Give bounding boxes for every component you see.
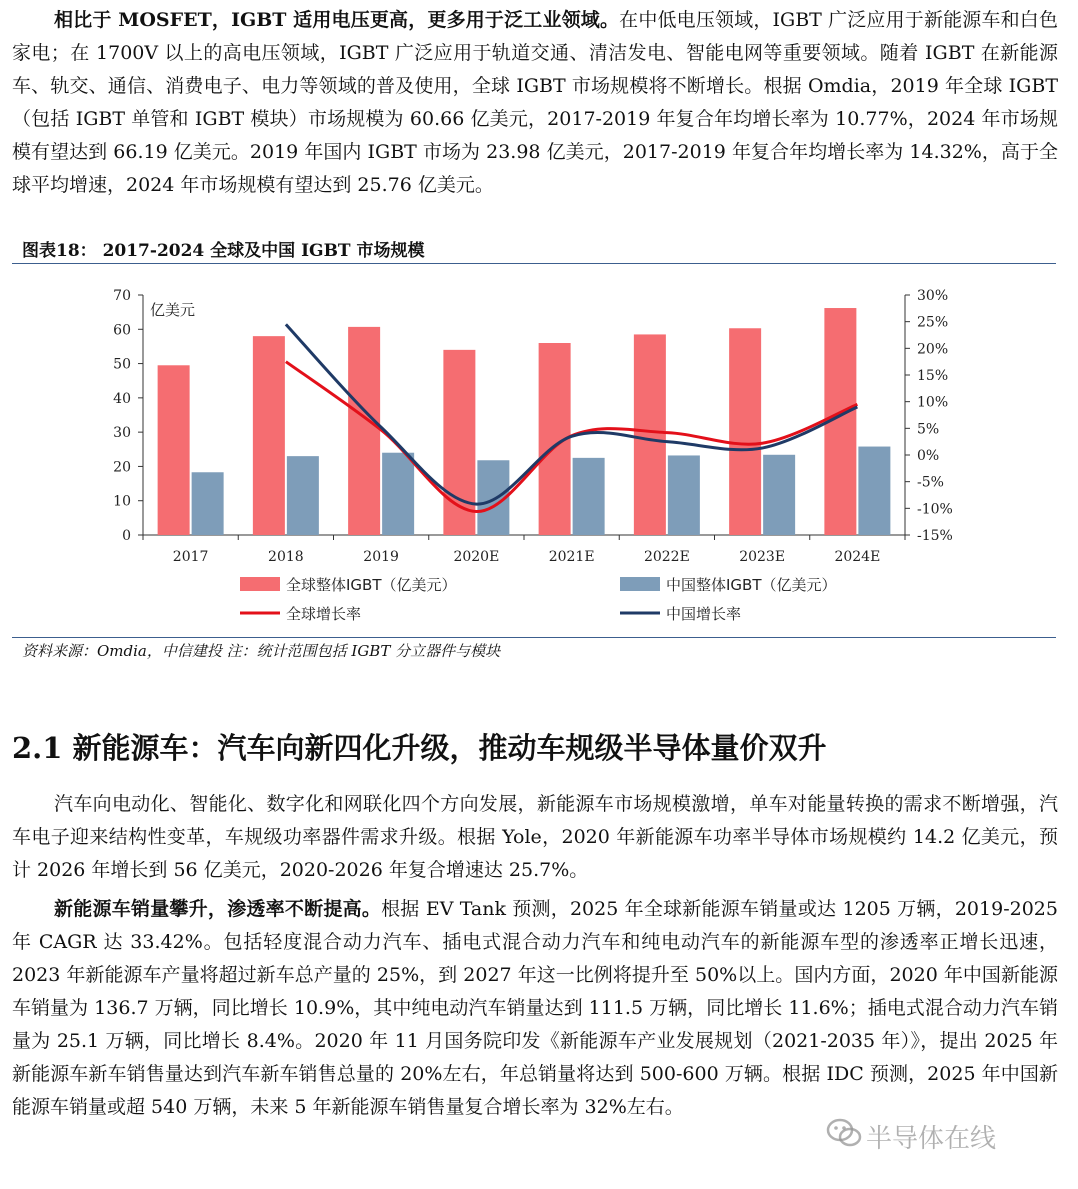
global-igbt-bar (253, 336, 285, 535)
paragraph-3-lead: 新能源车销量攀升，渗透率不断提高。 (54, 898, 382, 920)
right-tick-label: 15% (917, 368, 949, 384)
china-igbt-bar (858, 447, 890, 535)
global-igbt-bar (729, 328, 761, 535)
left-tick-label: 50 (113, 356, 131, 373)
left-tick-label: 60 (113, 322, 131, 339)
x-tick-label: 2024E (834, 549, 881, 565)
left-tick-label: 40 (113, 390, 131, 407)
china-igbt-bar (573, 458, 605, 535)
legend-label: 全球增长率 (286, 605, 362, 623)
figure-bottom-rule (12, 637, 1056, 638)
left-tick-label: 20 (113, 459, 131, 476)
right-tick-label: 0% (917, 448, 940, 464)
legend-swatch (620, 577, 660, 591)
global-igbt-bar (158, 365, 190, 535)
right-tick-label: 5% (917, 421, 940, 438)
paragraph-3 (12, 893, 1058, 1124)
x-tick-label: 2021E (548, 549, 595, 565)
paragraph-1-body: 在中低电压领域，IGBT 广泛应用于新能源车和白色家电；在 1700V 以上的高电压领域，IGBT 广泛应用于轨道交通、清洁发电、智能电网等重要领域。随着 IGBT 在新能源车、轨交、通信、消费电子、电力等领域的普及使用，全球 IGBT 市场规模将不断增长。根据 Omdia，2019 年全球 IGBT（包括 IGBT 单管和 IGBT 模块）市场规模为 60.66 亿美元，2017-2019 年复合年均增长率为 10.77%，2024 年市场规模有望达到 66.19 亿美元。2019 年国内 IGBT 市场为 23.98 亿美元，2017-2019 年复合年均增长率为 14.32%，高于全球平均增速，2024 年市场规模有望达到 25.76 亿美元。 (12, 9, 1058, 196)
right-tick-label: 30% (917, 288, 949, 304)
left-tick-label: 0 (122, 528, 131, 544)
section-title: 2.1 新能源车：汽车向新四化升级，推动车规级半导体量价双升 (12, 731, 827, 765)
legend-swatch (240, 577, 280, 591)
paragraph-1-lead: 相比于 MOSFET，IGBT 适用电压更高，更多用于泛工业领域。 (54, 9, 620, 31)
left-tick-label: 30 (113, 425, 131, 442)
figure-source: 资料来源：Omdia，中信建投 注：统计范围包括 IGBT 分立器件与模块 (22, 642, 501, 660)
figure-top-rule (12, 263, 1056, 264)
china-igbt-bar (287, 456, 319, 535)
legend-label: 中国增长率 (666, 605, 742, 623)
global-igbt-bar (348, 327, 380, 535)
right-tick-label: -5% (917, 474, 944, 491)
right-tick-label: -10% (917, 501, 953, 518)
global-igbt-bar (634, 334, 666, 535)
unit-label: 亿美元 (150, 301, 196, 319)
x-tick-label: 2022E (643, 549, 690, 565)
right-tick-label: 20% (917, 341, 949, 358)
paragraph-2: 汽车向电动化、智能化、数字化和网联化四个方向发展，新能源车市场规模激增，单车对能量转换的需求不断增强，汽车电子迎来结构性变革，车规级功率器件需求升级。根据 Yole，2020 年新能源车功率半导体市场规模约 14.2 亿美元，预计 2026 年增长到 56 亿美元，2020-2026 年复合增速达 25.7%。 (12, 793, 1058, 881)
watermark-text: 半导体在线 (866, 1124, 997, 1154)
right-tick-label: -15% (917, 528, 953, 544)
x-tick-label: 2020E (453, 549, 500, 565)
china-igbt-bar (763, 455, 795, 535)
paragraph-3-body: 根据 EV Tank 预测，2025 年全球新能源车销量或达 1205 万辆，2019-2025 年 CAGR 达 33.42%。包括轻度混合动力汽车、插电式混合动力汽车和纯电动汽车的新能源车型的渗透率正增长迅速，2023 年新能源车产量将超过新车总产量的 25%，到 2027 年这一比例将提升至 50%以上。国内方面，2020 年中国新能源车销量为 136.7 万辆，同比增长 10.9%，其中纯电动汽车销量达到 111.5 万辆，同比增长 11.6%；插电式混合动力汽车销量为 25.1 万辆，同比增长 8.4%。2020 年 11 月国务院印发《新能源车产业发展规划（2021-2035 年）》，提出 2025 年新能源车新车销售量达到汽车新车销售总量的 20%左右，年总销量将达到 500-600 万辆。根据 IDC 预测，2025 年中国新能源车销量或超 540 万辆，未来 5 年新能源车销售量复合增长率为 32%左右。 (12, 898, 1058, 1118)
left-tick-label: 70 (113, 288, 131, 304)
x-tick-label: 2017 (172, 549, 209, 565)
legend-label: 中国整体IGBT（亿美元） (666, 576, 837, 594)
figure-caption: 图表18： 2017-2024 全球及中国 IGBT 市场规模 (22, 241, 425, 261)
igbt-market-chart (0, 270, 1078, 638)
x-tick-label: 2018 (268, 549, 304, 565)
china-igbt-bar (192, 472, 224, 535)
right-tick-label: 25% (917, 314, 949, 331)
legend-label: 全球整体IGBT（亿美元） (286, 576, 457, 594)
x-tick-label: 2023E (739, 549, 786, 565)
paragraph-1 (12, 4, 1058, 202)
wechat-icon (825, 1114, 863, 1152)
left-tick-label: 10 (113, 493, 131, 510)
x-tick-label: 2019 (363, 549, 399, 565)
right-tick-label: 10% (917, 394, 949, 411)
china-igbt-bar (382, 453, 414, 535)
china-igbt-bar (668, 455, 700, 535)
